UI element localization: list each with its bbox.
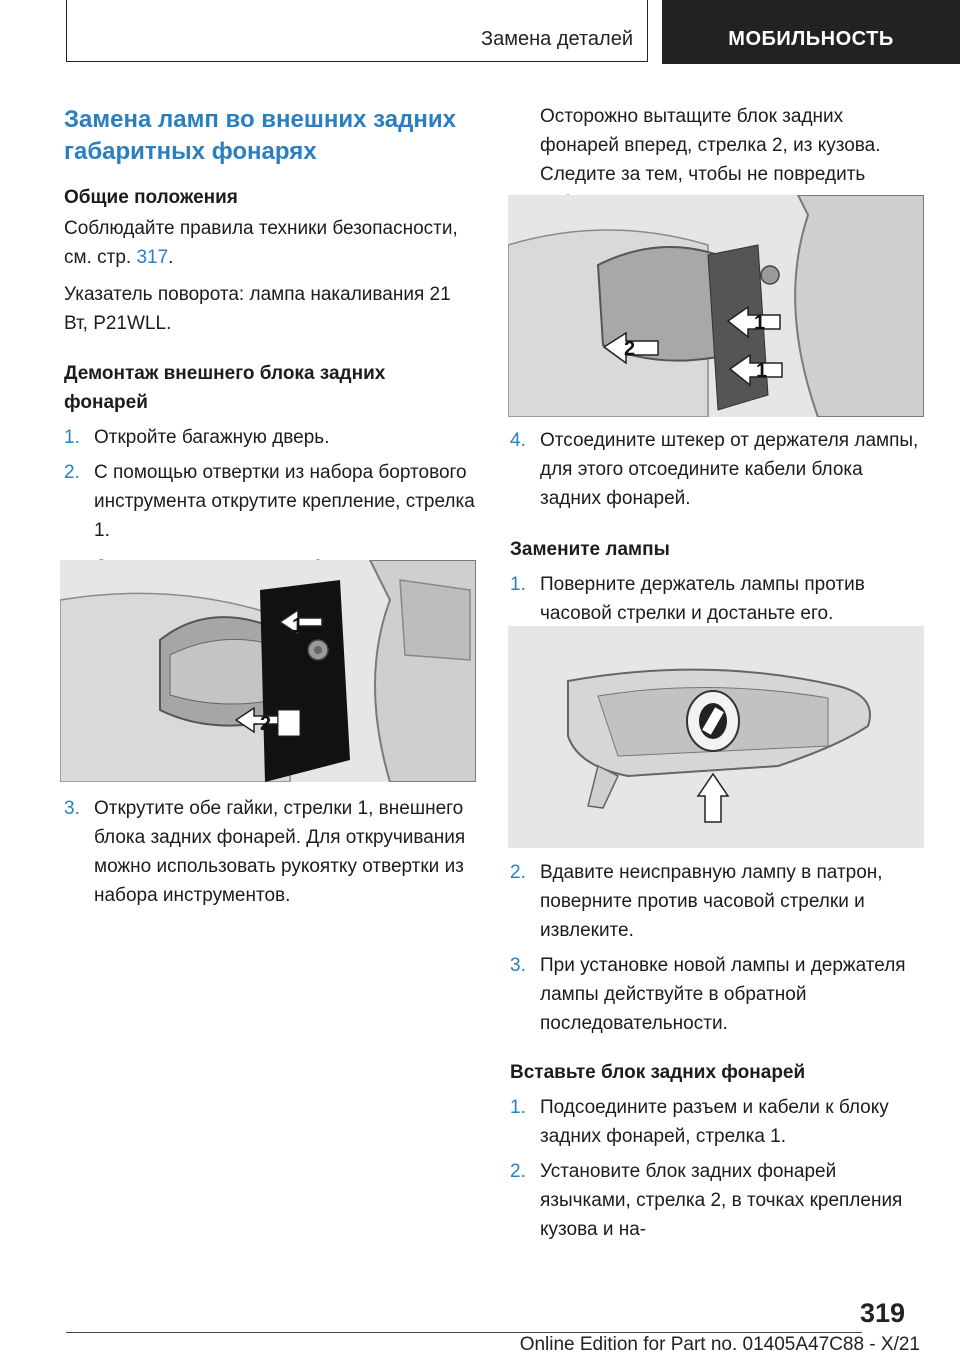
section-title: Замена деталей <box>481 28 633 50</box>
footer-divider <box>66 1332 862 1333</box>
header-chapter-tab <box>662 0 960 64</box>
list-item: 4. Отсоедините штекер от держателя лампы, для этого отсоедините кабели блока задних фонарей. <box>510 430 919 509</box>
list-item: 1. Подсоедините разъем и кабели к блоку задних фонарей, стрелка 1. <box>510 1097 889 1147</box>
right-column-middle <box>510 426 926 628</box>
arrow-label-1: 1 <box>292 615 304 637</box>
list-item: 2. Установите блок задних фонарей язычками, стрелка 2, в точках крепления кузова и на- <box>510 1161 903 1240</box>
insert-heading: Вставьте блок задних фонарей <box>510 1062 806 1083</box>
figure-lamp-holder <box>508 626 924 848</box>
list-item: 3. Открутите обе гайки, стрелки 1, внешнего блока задних фонарей. Для откручивания можно использовать рукоятку отвертки из набора инструментов. <box>64 798 466 906</box>
replace-heading: Замените лампы <box>510 539 670 560</box>
removal-heading: Демонтаж внешнего блока задних фонарей <box>64 363 386 413</box>
left-column-bottom <box>64 794 478 910</box>
list-item: 1. Поверните держатель лампы против часовой стрелки и достаньте его. <box>510 574 865 624</box>
arrow-label-1b: 1 <box>756 360 768 382</box>
arrow-label-1a: 1 <box>754 312 766 334</box>
list-item: 2. С помощью отвертки из набора бортового инструмента открутите крепление, стрелка 1. <box>64 462 475 541</box>
indicator-paragraph: Указатель поворота: лампа накаливания 21 Вт, P21WLL. <box>64 284 451 334</box>
safety-paragraph: Соблюдайте правила техники безопасности, см. стр. 317. <box>64 218 458 268</box>
figure-tail-light-removal-drawing <box>508 195 924 417</box>
list-item: 3. При установке новой лампы и держателя лампы действуйте в обратной последовательности. <box>510 955 906 1034</box>
figure-tail-light-removal <box>508 195 924 417</box>
right-column-bottom <box>510 858 926 1244</box>
figure-tail-light-cover <box>60 560 476 782</box>
general-heading: Общие положения <box>64 187 238 208</box>
header-section-tab <box>66 0 648 62</box>
intro-paragraph: Осторожно вытащите блок задних фонарей вперед, стрелка 2, из кузова. Следите за тем, чтобы не повредить <box>540 106 881 185</box>
left-column <box>64 104 478 582</box>
page-number: 319 <box>860 1298 906 1328</box>
figure-lamp-holder-drawing <box>508 626 924 848</box>
chapter-title: МОБИЛЬНОСТЬ <box>728 28 894 50</box>
footer-edition: Online Edition for Part no. 01405A47C88 - X/21 <box>519 1334 920 1355</box>
figure-tail-light-cover-drawing <box>60 560 476 782</box>
list-item: 1. Откройте багажную дверь. <box>64 427 330 448</box>
list-item: 2. Вдавите неисправную лампу в патрон, поверните против часовой стрелки и извлеките. <box>510 862 883 941</box>
page-link-317[interactable]: 317 <box>136 247 169 268</box>
arrow-label-2: 2 <box>624 338 636 360</box>
page-title: Замена ламп во внешних задних габаритных фонарях <box>64 106 456 165</box>
arrow-label-2: 2 <box>260 713 272 735</box>
